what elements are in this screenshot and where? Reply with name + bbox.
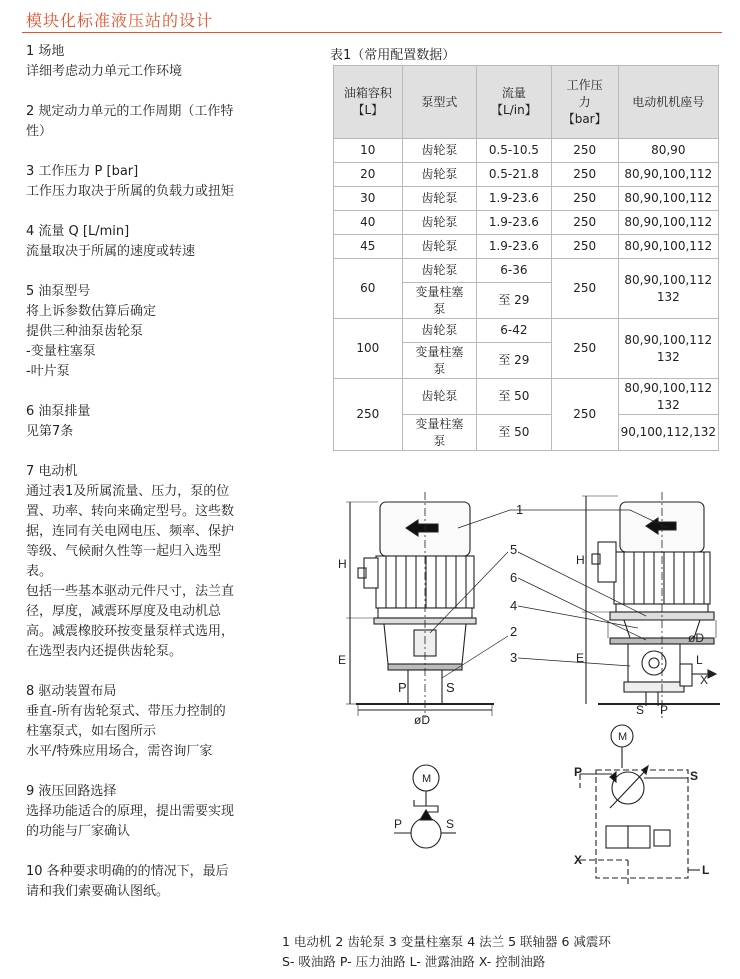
cell-motor: 80,90,100,112 [618, 211, 718, 235]
section-heading: 2 规定动力单元的工作周期（工作特 [26, 104, 234, 119]
cell-pump: 齿轮泵 [402, 211, 476, 235]
dim-E-right: E [576, 651, 585, 665]
section-7 [26, 462, 276, 662]
table-row: 250 齿轮泵 至 50 250 80,90,100,112 132 [334, 379, 719, 415]
cell-flow: 1.9-23.6 [477, 235, 552, 259]
section-body: 将上诉参数估算后确定 提供三种油泵齿轮泵 -变量柱塞泵 -叶片泵 [26, 304, 157, 379]
section-10 [26, 862, 276, 902]
table-row: 变量柱塞 泵 至 29 [334, 283, 719, 319]
title-divider [22, 32, 722, 33]
section-heading: 7 电动机 [26, 464, 78, 479]
power-unit-diagram [328, 488, 728, 898]
cell-motor: 80,90,100,112 [618, 163, 718, 187]
schematic-L-right: L [702, 863, 710, 877]
dim-E-left: E [338, 653, 347, 667]
callout-1: 1 [516, 502, 524, 517]
section-2 [26, 102, 276, 142]
section-heading: 6 油泵排量 [26, 404, 91, 419]
callout-4: 4 [510, 598, 518, 613]
port-L-right: L [696, 653, 703, 667]
spec-table [333, 65, 719, 451]
port-S-right: S [636, 703, 645, 717]
section-9 [26, 782, 276, 842]
cell-flow: 1.9-23.6 [477, 187, 552, 211]
section-body: 选择功能适合的原理，提出需要实现 的功能与厂家确认 [26, 804, 235, 839]
gear-pump-unit-drawing [346, 492, 494, 718]
dim-D-left: øD [414, 713, 430, 727]
callout-6: 6 [510, 570, 518, 585]
variable-pump-circuit [580, 725, 700, 884]
cell-tank: 40 [334, 211, 403, 235]
section-5 [26, 282, 276, 382]
cell-flow: 0.5-21.8 [477, 163, 552, 187]
table-caption: 表1（常用配置数据） [330, 48, 456, 63]
section-body: 通过表1及所属流量、压力，泵的位 置、功率、转向来确定型号。这些数 据，连同有关电网电压、频率、保护 等级、气候耐久性等一起归入选型 表。 包括一些基本驱动元件尺寸，法兰直 径，厚度，减震环厚度及电动机总 高。减震橡胶环按变量泵样式选用， 在选型表内还提供齿轮泵。 [26, 484, 235, 659]
cell-flow: 1.9-23.6 [477, 211, 552, 235]
section-body: 工作压力取决于所属的负载力或扭矩 [26, 184, 235, 199]
schematic-S-left: S [446, 817, 455, 831]
cell-motor: 80,90,100,112 [618, 235, 718, 259]
schematic-P-right: P [574, 765, 583, 779]
cell-pump: 齿轮泵 [402, 187, 476, 211]
section-4 [26, 222, 276, 262]
motor-symbol-right: M [618, 731, 628, 743]
section-heading: 4 流量 Q [L/min] [26, 224, 130, 239]
cell-pressure: 250 [551, 187, 618, 211]
col-flow: 流量 【L/in】 [477, 66, 552, 139]
port-P-right: P [660, 703, 669, 717]
schematic-P-left: P [394, 817, 403, 831]
col-motor: 电动机机座号 [618, 66, 718, 139]
section-heading: 3 工作压力 P [bar] [26, 164, 139, 179]
section-3 [26, 162, 276, 202]
dim-H-left: H [338, 557, 347, 571]
cell-pump: 齿轮泵 [402, 235, 476, 259]
section-heading: 9 液压回路选择 [26, 784, 117, 799]
cell-flow: 0.5-10.5 [477, 139, 552, 163]
callout-3: 3 [510, 650, 518, 665]
table-row [334, 235, 719, 259]
section-8 [26, 682, 276, 762]
schematic-S-right: S [690, 769, 699, 783]
table-row [334, 187, 719, 211]
cell-motor: 80,90,100,112 [618, 187, 718, 211]
legend [282, 932, 611, 972]
table-row: 变量柱塞 泵 至 50 90,100,112,132 [334, 415, 719, 451]
section-heading: 8 驱动装置布局 [26, 684, 117, 699]
design-steps [26, 42, 276, 922]
section-body: 详细考虑动力单元工作环境 [26, 64, 183, 79]
cell-tank: 10 [334, 139, 403, 163]
section-body: 性） [26, 124, 53, 139]
section-body: 流量取决于所属的速度或转速 [26, 244, 196, 259]
cell-pressure: 250 [551, 163, 618, 187]
cell-pressure: 250 [551, 235, 618, 259]
col-pump: 泵型式 [402, 66, 476, 139]
section-1 [26, 42, 276, 82]
table-row [334, 211, 719, 235]
section-6 [26, 402, 276, 442]
page-title: 模块化标准液压站的设计 [26, 11, 214, 30]
cell-pump: 齿轮泵 [402, 139, 476, 163]
cell-tank: 45 [334, 235, 403, 259]
col-pressure: 工作压 力 【bar】 [551, 66, 618, 139]
cell-pressure: 250 [551, 211, 618, 235]
port-P-left: P [398, 680, 407, 695]
legend-ports: S- 吸油路 P- 压力油路 L- 泄露油路 X- 控制油路 [282, 954, 546, 969]
section-heading: 5 油泵型号 [26, 284, 91, 299]
table-row: 变量柱塞 泵 至 29 [334, 343, 719, 379]
table-row [334, 139, 719, 163]
dim-H-right: H [576, 553, 585, 567]
dim-D-right: øD [688, 631, 704, 645]
section-body: 见第7条 [26, 424, 74, 439]
port-X-right: X [700, 673, 709, 687]
schematic-X-right: X [574, 853, 583, 867]
table-row [334, 163, 719, 187]
callout-5: 5 [510, 542, 518, 557]
table-row: 100 齿轮泵 6-42 250 80,90,100,112 132 [334, 319, 719, 343]
port-S-left: S [446, 680, 455, 695]
legend-components: 1 电动机 2 齿轮泵 3 变量柱塞泵 4 法兰 5 联轴器 6 减震环 [282, 934, 611, 949]
col-tank: 油箱容积 【L】 [334, 66, 403, 139]
cell-pressure: 250 [551, 139, 618, 163]
section-body: 请和我们索要确认图纸。 [26, 884, 170, 899]
callout-2: 2 [510, 624, 518, 639]
section-heading: 1 场地 [26, 44, 65, 59]
cell-pump: 齿轮泵 [402, 163, 476, 187]
motor-symbol-left: M [422, 773, 432, 785]
cell-motor: 80,90 [618, 139, 718, 163]
section-heading: 10 各种要求明确的的情况下，最后 [26, 864, 229, 879]
section-body: 垂直-所有齿轮泵式、带压力控制的 柱塞泵式，如右图所示 水平/特殊应用场合，需咨询厂家 [26, 704, 226, 759]
cell-tank: 30 [334, 187, 403, 211]
cell-tank: 20 [334, 163, 403, 187]
table-row: 60 齿轮泵 6-36 250 80,90,100,112 132 [334, 259, 719, 283]
